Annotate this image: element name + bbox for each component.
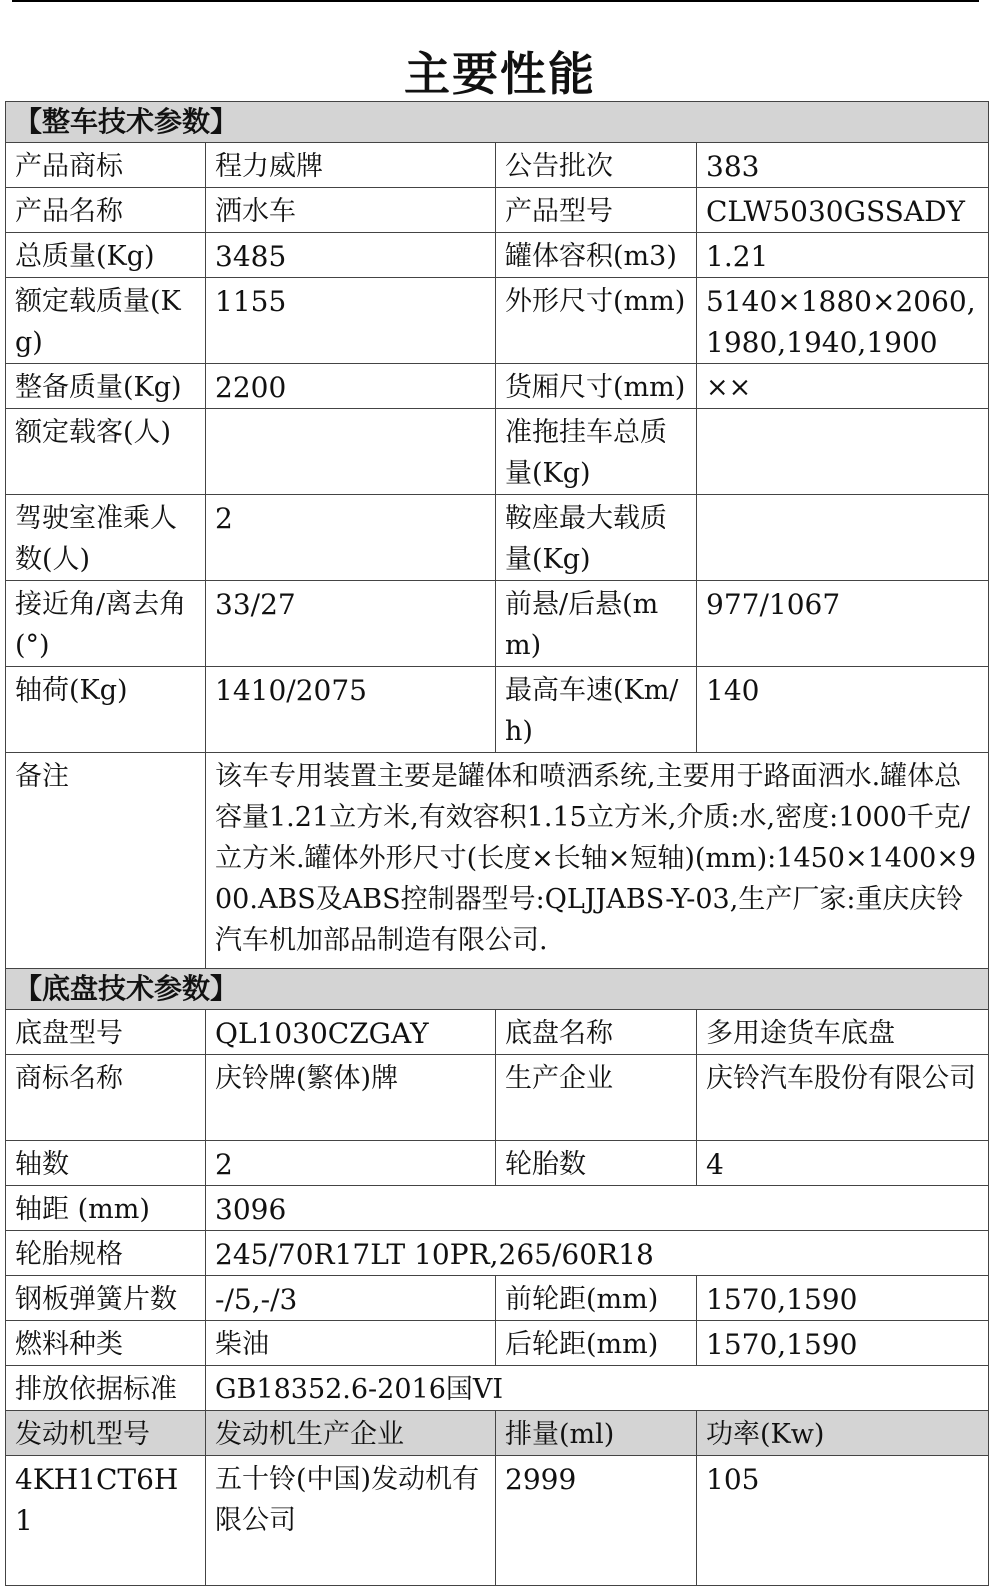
field-label: 总质量(Kg)	[6, 233, 206, 278]
field-label: 轴数	[6, 1141, 206, 1186]
field-label: 准拖挂车总质量(Kg)	[496, 409, 697, 495]
field-label: 钢板弹簧片数	[6, 1276, 206, 1321]
field-label: 商标名称	[6, 1055, 206, 1141]
section-header-vehicle	[6, 102, 989, 143]
table-row	[6, 364, 989, 409]
field-label: 轴距 (mm)	[6, 1186, 206, 1231]
field-value: QL1030CZGAY	[206, 1010, 496, 1055]
table-row	[6, 1186, 989, 1231]
field-value: 140	[697, 667, 989, 753]
top-rule	[12, 0, 979, 2]
field-value: 洒水车	[206, 188, 496, 233]
field-label: 后轮距(mm)	[496, 1321, 697, 1366]
field-value: 程力威牌	[206, 143, 496, 188]
field-label: 生产企业	[496, 1055, 697, 1141]
section-heading: 【整车技术参数】	[6, 102, 989, 143]
field-value: 1570,1590	[697, 1321, 989, 1366]
field-label: 驾驶室准乘人数(人)	[6, 495, 206, 581]
column-header: 排量(ml)	[496, 1411, 697, 1456]
field-value: 多用途货车底盘	[697, 1010, 989, 1055]
field-label: 轮胎规格	[6, 1231, 206, 1276]
field-label: 公告批次	[496, 143, 697, 188]
field-label: 前悬/后悬(mm)	[496, 581, 697, 667]
field-label: 轮胎数	[496, 1141, 697, 1186]
field-value: 庆铃汽车股份有限公司	[697, 1055, 989, 1141]
field-label: 最高车速(Km/h)	[496, 667, 697, 753]
field-value: 1.21	[697, 233, 989, 278]
engine-header-row	[6, 1411, 989, 1456]
field-value: 33/27	[206, 581, 496, 667]
column-header: 发动机生产企业	[206, 1411, 496, 1456]
field-value: 1410/2075	[206, 667, 496, 753]
table-row	[6, 1321, 989, 1366]
column-header: 发动机型号	[6, 1411, 206, 1456]
remarks-row	[6, 753, 989, 969]
table-row	[6, 233, 989, 278]
column-header: 功率(Kw)	[697, 1411, 989, 1456]
section-header-chassis	[6, 969, 989, 1010]
field-label: 整备质量(Kg)	[6, 364, 206, 409]
table-row	[6, 143, 989, 188]
remarks-text: 该车专用装置主要是罐体和喷洒系统,主要用于路面洒水.罐体总容量1.21立方米,有效容积1.15立方米,介质:水,密度:1000千克/立方米.罐体外形尺寸(长度×长轴×短轴)(mm):1450×1400×900.ABS及ABS控制器型号:QLJJABS-Y-03,生产厂家:重庆庆铃汽车机加部品制造有限公司.	[206, 753, 989, 969]
field-value: 2	[206, 495, 496, 581]
field-label: 罐体容积(m3)	[496, 233, 697, 278]
table-row	[6, 278, 989, 364]
field-label: 额定载客(人)	[6, 409, 206, 495]
field-label: 接近角/离去角(°)	[6, 581, 206, 667]
section-heading: 【底盘技术参数】	[6, 969, 989, 1010]
field-label: 底盘名称	[496, 1010, 697, 1055]
field-label: 外形尺寸(mm)	[496, 278, 697, 364]
field-value: 383	[697, 143, 989, 188]
field-value	[697, 409, 989, 495]
table-row	[6, 1010, 989, 1055]
field-label: 鞍座最大载质量(Kg)	[496, 495, 697, 581]
engine-row	[6, 1456, 989, 1586]
field-value: 1155	[206, 278, 496, 364]
spec-table	[5, 101, 989, 1586]
field-value: 1570,1590	[697, 1276, 989, 1321]
field-label: 产品型号	[496, 188, 697, 233]
field-label: 燃料种类	[6, 1321, 206, 1366]
field-label: 货厢尺寸(mm)	[496, 364, 697, 409]
field-label: 底盘型号	[6, 1010, 206, 1055]
engine-maker: 五十铃(中国)发动机有限公司	[206, 1456, 496, 1586]
field-value: GB18352.6-2016国VI	[206, 1366, 989, 1411]
field-value: -/5,-/3	[206, 1276, 496, 1321]
field-label: 前轮距(mm)	[496, 1276, 697, 1321]
field-label: 产品商标	[6, 143, 206, 188]
field-value: ××	[697, 364, 989, 409]
field-value: 柴油	[206, 1321, 496, 1366]
engine-power: 105	[697, 1456, 989, 1586]
field-value	[206, 409, 496, 495]
remarks-label: 备注	[6, 753, 206, 969]
table-row	[6, 1276, 989, 1321]
table-row	[6, 1366, 989, 1411]
field-value: 977/1067	[697, 581, 989, 667]
field-label: 排放依据标准	[6, 1366, 206, 1411]
page-title: 主要性能	[404, 47, 596, 101]
field-value: 庆铃牌(繁体)牌	[206, 1055, 496, 1141]
field-value	[697, 495, 989, 581]
field-value: 3485	[206, 233, 496, 278]
table-row	[6, 1231, 989, 1276]
table-row	[6, 188, 989, 233]
field-label: 轴荷(Kg)	[6, 667, 206, 753]
table-row	[6, 1141, 989, 1186]
table-row	[6, 409, 989, 495]
table-row	[6, 1055, 989, 1141]
field-value: 3096	[206, 1186, 989, 1231]
field-value: 5140×1880×2060,1980,1940,1900	[697, 278, 989, 364]
engine-model: 4KH1CT6H1	[6, 1456, 206, 1586]
field-value: CLW5030GSSADY	[697, 188, 989, 233]
engine-displacement: 2999	[496, 1456, 697, 1586]
field-label: 产品名称	[6, 188, 206, 233]
field-value: 2	[206, 1141, 496, 1186]
field-value: 2200	[206, 364, 496, 409]
field-value: 4	[697, 1141, 989, 1186]
table-row	[6, 581, 989, 667]
field-value: 245/70R17LT 10PR,265/60R18	[206, 1231, 989, 1276]
table-row	[6, 667, 989, 753]
table-row	[6, 495, 989, 581]
field-label: 额定载质量(Kg)	[6, 278, 206, 364]
